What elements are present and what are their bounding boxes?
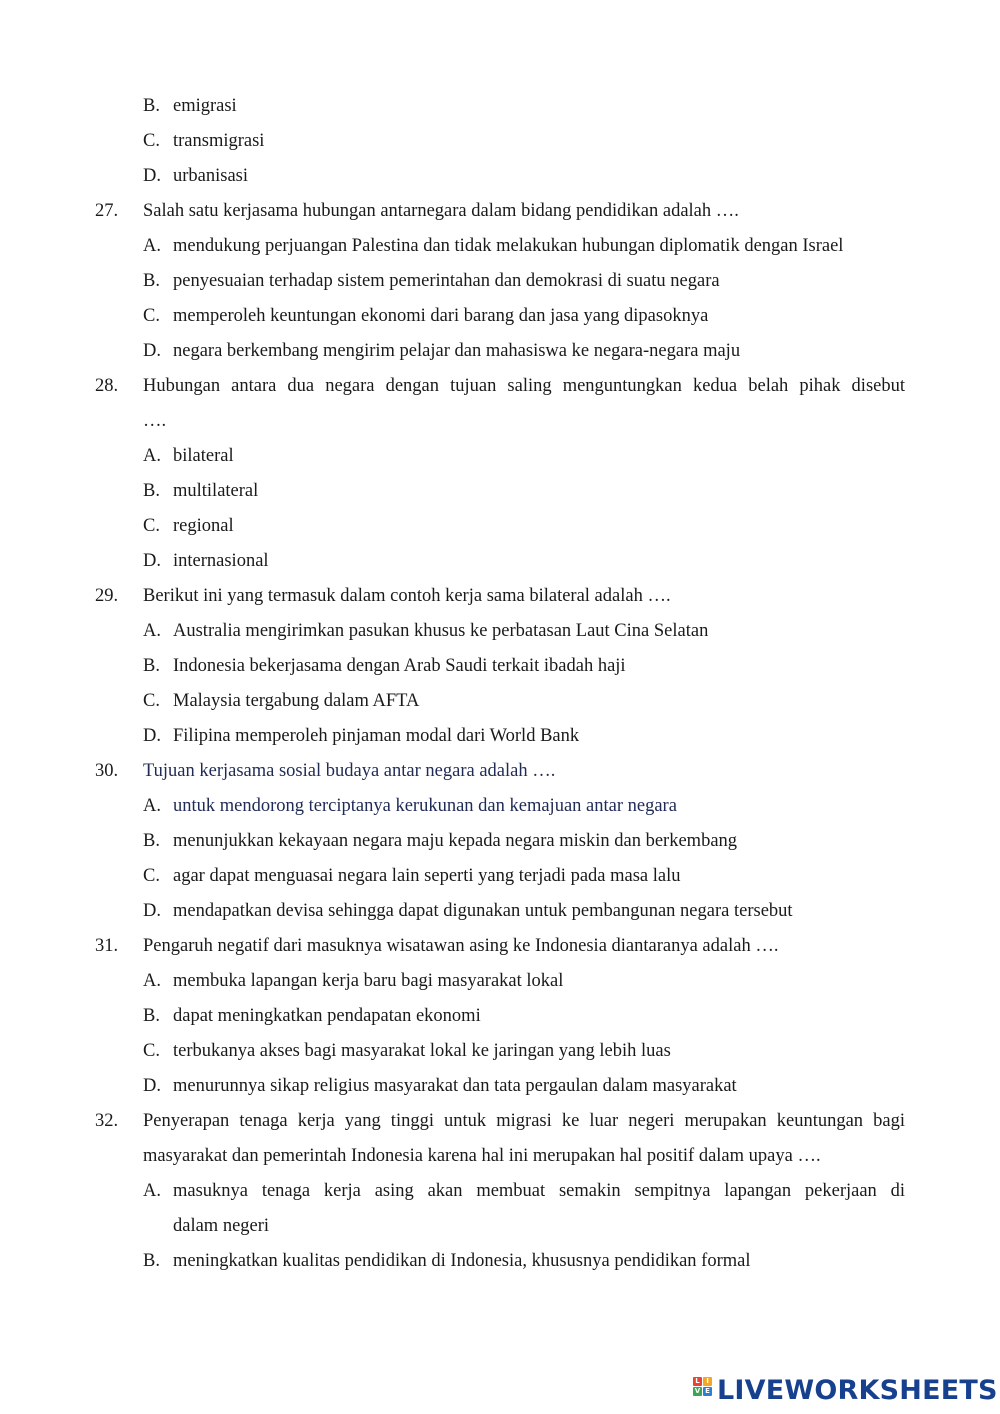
option-row xyxy=(0,159,1000,194)
question-number: 28. xyxy=(95,376,119,396)
question-number: 29. xyxy=(95,586,119,606)
option-letter: A. xyxy=(143,236,161,256)
option-letter: A. xyxy=(143,971,161,991)
question-text: Tujuan kerjasama sosial budaya antar negara adalah …. xyxy=(143,761,556,781)
question-29 xyxy=(0,579,1000,614)
option-text: agar dapat menguasai negara lain seperti yang terjadi pada masa lalu xyxy=(173,866,681,886)
option-text: negara berkembang mengirim pelajar dan mahasiswa ke negara-negara maju xyxy=(173,341,741,361)
question-text-line1: Hubungan antara dua negara dengan tujuan saling menguntungkan kedua belah pihak disebut xyxy=(143,376,905,396)
option-text-line1: masuknya tenaga kerja asing akan membuat semakin sempitnya lapangan pekerjaan di xyxy=(173,1181,905,1201)
option-letter: C. xyxy=(143,131,160,151)
option-letter: B. xyxy=(143,1251,160,1271)
logo-text: LIVEWORKSHEETS xyxy=(717,1374,998,1406)
option-row xyxy=(0,999,1000,1034)
option-row xyxy=(0,1069,1000,1104)
option-text: menunjukkan kekayaan negara maju kepada negara miskin dan berkembang xyxy=(173,831,738,851)
option-text: regional xyxy=(173,516,234,536)
question-number: 32. xyxy=(95,1111,119,1131)
option-text: urbanisasi xyxy=(173,166,249,186)
option-row xyxy=(0,684,1000,719)
option-text: Malaysia tergabung dalam AFTA xyxy=(173,691,420,711)
logo-block-e: E xyxy=(703,1387,712,1396)
option-text: internasional xyxy=(173,551,269,571)
option-row xyxy=(0,824,1000,859)
option-text: Filipina memperoleh pinjaman modal dari World Bank xyxy=(173,726,580,746)
option-text: Australia mengirimkan pasukan khusus ke perbatasan Laut Cina Selatan xyxy=(173,621,709,641)
option-row xyxy=(0,544,1000,579)
option-letter: B. xyxy=(143,656,160,676)
question-text: Salah satu kerjasama hubungan antarnegara dalam bidang pendidikan adalah …. xyxy=(143,201,739,221)
option-text: mendapatkan devisa sehingga dapat digunakan untuk pembangunan negara tersebut xyxy=(173,901,793,921)
question-text: Berikut ini yang termasuk dalam contoh kerja sama bilateral adalah …. xyxy=(143,586,671,606)
question-32 xyxy=(0,1104,1000,1139)
option-row xyxy=(0,1174,1000,1209)
question-31 xyxy=(0,929,1000,964)
option-letter: C. xyxy=(143,866,160,886)
option-letter: A. xyxy=(143,446,161,466)
option-letter: B. xyxy=(143,96,160,116)
question-text-line2: …. xyxy=(143,411,167,431)
option-letter: A. xyxy=(143,796,161,816)
option-row xyxy=(0,89,1000,124)
option-row xyxy=(0,439,1000,474)
option-row xyxy=(0,719,1000,754)
option-row xyxy=(0,964,1000,999)
option-text: dapat meningkatkan pendapatan ekonomi xyxy=(173,1006,481,1026)
question-text-continuation xyxy=(0,404,1000,439)
worksheet-page xyxy=(0,89,1000,1279)
option-row xyxy=(0,1244,1000,1279)
option-letter: A. xyxy=(143,1181,161,1201)
question-text: Pengaruh negatif dari masuknya wisatawan asing ke Indonesia diantaranya adalah …. xyxy=(143,936,779,956)
option-row xyxy=(0,229,1000,264)
option-row xyxy=(0,124,1000,159)
option-letter: D. xyxy=(143,1076,161,1096)
option-letter: A. xyxy=(143,621,161,641)
question-number: 31. xyxy=(95,936,119,956)
option-text: untuk mendorong terciptanya kerukunan dan kemajuan antar negara xyxy=(173,796,677,816)
option-row xyxy=(0,264,1000,299)
option-letter: C. xyxy=(143,691,160,711)
option-text: bilateral xyxy=(173,446,234,466)
option-row xyxy=(0,509,1000,544)
option-text: multilateral xyxy=(173,481,259,501)
logo-block-i: I xyxy=(703,1377,712,1386)
option-letter: B. xyxy=(143,271,160,291)
option-letter: D. xyxy=(143,901,161,921)
logo-mark-icon xyxy=(693,1375,713,1405)
option-letter: D. xyxy=(143,551,161,571)
liveworksheets-logo[interactable] xyxy=(693,1372,998,1408)
option-text: terbukanya akses bagi masyarakat lokal ke jaringan yang lebih luas xyxy=(173,1041,671,1061)
logo-block-v: V xyxy=(694,1387,701,1395)
option-letter: B. xyxy=(143,831,160,851)
question-text-continuation xyxy=(0,1139,1000,1174)
question-text-line2: masyarakat dan pemerintah Indonesia karena hal ini merupakan hal positif dalam upaya …. xyxy=(143,1146,821,1166)
option-text: penyesuaian terhadap sistem pemerintahan dan demokrasi di suatu negara xyxy=(173,271,720,291)
question-number: 30. xyxy=(95,761,119,781)
option-letter: C. xyxy=(143,1041,160,1061)
option-text: menurunnya sikap religius masyarakat dan tata pergaulan dalam masyarakat xyxy=(173,1076,737,1096)
question-27 xyxy=(0,194,1000,229)
option-letter: C. xyxy=(143,516,160,536)
option-text-line2: dalam negeri xyxy=(173,1216,270,1236)
option-letter: D. xyxy=(143,726,161,746)
option-letter: D. xyxy=(143,341,161,361)
question-28 xyxy=(0,369,1000,404)
option-text: emigrasi xyxy=(173,96,237,116)
option-row xyxy=(0,334,1000,369)
option-letter: C. xyxy=(143,306,160,326)
option-text: membuka lapangan kerja baru bagi masyarakat lokal xyxy=(173,971,564,991)
question-text-line1: Penyerapan tenaga kerja yang tinggi untuk migrasi ke luar negeri merupakan keuntungan bagi xyxy=(143,1111,905,1131)
question-number: 27. xyxy=(95,201,119,221)
option-text: Indonesia bekerjasama dengan Arab Saudi terkait ibadah haji xyxy=(173,656,626,676)
option-letter: B. xyxy=(143,481,160,501)
option-row xyxy=(0,474,1000,509)
logo-block-l: L xyxy=(693,1377,702,1386)
option-text: memperoleh keuntungan ekonomi dari barang dan jasa yang dipasoknya xyxy=(173,306,709,326)
option-text: transmigrasi xyxy=(173,131,265,151)
option-row xyxy=(0,789,1000,824)
option-row xyxy=(0,614,1000,649)
option-text-continuation xyxy=(0,1209,1000,1244)
option-row xyxy=(0,649,1000,684)
option-row xyxy=(0,299,1000,334)
option-row xyxy=(0,859,1000,894)
option-row xyxy=(0,894,1000,929)
option-row xyxy=(0,1034,1000,1069)
option-text: mendukung perjuangan Palestina dan tidak melakukan hubungan diplomatik dengan Israel xyxy=(173,236,844,256)
option-letter: D. xyxy=(143,166,161,186)
question-30 xyxy=(0,754,1000,789)
option-text: meningkatkan kualitas pendidikan di Indonesia, khususnya pendidikan formal xyxy=(173,1251,751,1271)
option-letter: B. xyxy=(143,1006,160,1026)
